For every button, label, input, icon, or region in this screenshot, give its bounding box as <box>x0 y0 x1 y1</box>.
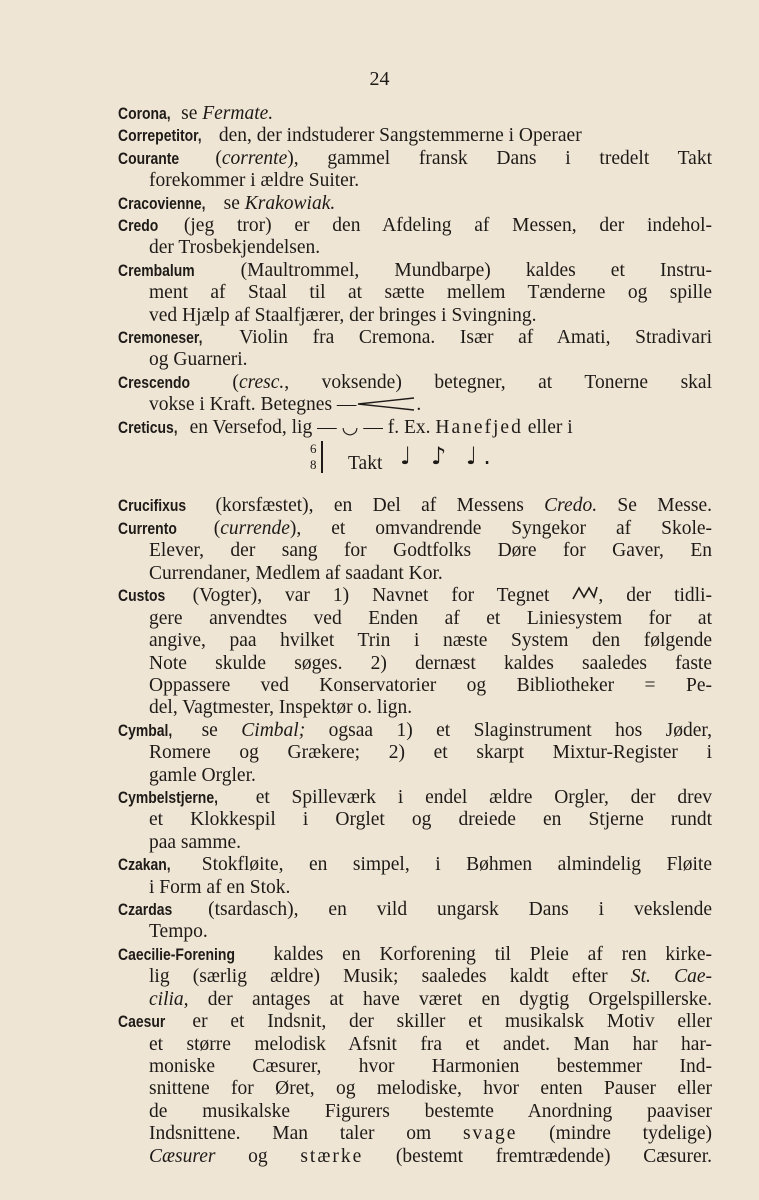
entry-line <box>118 921 712 943</box>
entry-text: ), gammel fransk Dans i tredelt Takt <box>287 147 713 169</box>
entry-text: vokse i Kraft. Betegnes — <box>149 394 357 416</box>
entry-line <box>118 193 712 215</box>
entry-text: Romere og Grækere; 2) et skarpt Mixtur-Register i <box>149 742 712 764</box>
entry-line <box>118 1101 712 1123</box>
entry-line <box>118 305 712 327</box>
entry-text: , voksende) betegner, at Tonerne skal <box>284 371 712 393</box>
entry-text: paa samme. <box>149 831 242 853</box>
dictionary-entry <box>118 585 712 720</box>
entry-headword: Czakan, <box>118 855 171 875</box>
entry-text: kaldes en Korforening til Pleie af ren kirke- <box>254 943 712 965</box>
entry-line <box>118 148 712 170</box>
entry-text: se <box>178 719 242 741</box>
entry-line <box>118 327 712 349</box>
spaced-text: svage <box>462 1123 518 1145</box>
dictionary-entry <box>118 215 712 260</box>
entry-headword: Credo <box>118 216 159 236</box>
entry-line <box>118 1078 712 1100</box>
time-signature <box>310 441 323 473</box>
time-signature-bottom: 8 <box>310 457 317 473</box>
entry-text: (tsardasch), en vild ungarsk Dans i vekslende <box>178 899 712 921</box>
entry-line <box>118 765 712 787</box>
dictionary-entry <box>118 899 712 944</box>
entry-text: ogsaa 1) et Slaginstrument hos Jøder, <box>305 719 713 741</box>
entry-text: (mindre tydelige) <box>517 1123 712 1145</box>
entry-headword: Corona, <box>118 104 171 123</box>
entry-text: ved Hjælp af Staalfjærer, der bringes i Svingning. <box>149 304 537 326</box>
dictionary-entry <box>118 148 712 193</box>
entry-headword: Courante <box>118 148 180 168</box>
entry-text: ment af Staal til at sætte mellem Tænderne og spille <box>149 282 712 304</box>
entry-line <box>118 170 712 192</box>
dictionary-entry <box>118 495 712 517</box>
custos-sign-icon <box>572 585 598 607</box>
entry-headword: Crembalum <box>118 260 195 280</box>
entry-line <box>118 787 712 809</box>
entry-text: lig (særlig ældre) Musik; saaledes kaldt efter <box>149 966 631 988</box>
entry-line <box>118 563 712 585</box>
entry-line <box>118 237 712 259</box>
entry-text: i Form af en Stok. <box>149 876 291 898</box>
time-signature-top: 6 <box>310 441 317 457</box>
entry-line <box>118 742 712 764</box>
entry-text: del, Vagtmester, Inspektør o. lign. <box>149 697 413 719</box>
entry-text: Indsnittene. Man taler om <box>149 1123 463 1145</box>
italic-text: Cimbal; <box>241 719 306 741</box>
entry-line <box>118 809 712 831</box>
italic-text: Fermate. <box>202 103 274 124</box>
entry-line <box>118 608 712 630</box>
entry-headword: Crescendo <box>118 372 191 392</box>
crescendo-hairpin-icon <box>356 395 416 417</box>
entry-line <box>118 944 712 966</box>
entry-text: eller i <box>522 417 573 439</box>
entry-text: Se Messe. <box>597 495 712 517</box>
entry-text: og Guarneri. <box>149 349 248 371</box>
entry-text: . <box>416 394 422 416</box>
entry-text: Stokfløite, en simpel, i Bøhmen almindelig Fløite <box>176 854 712 876</box>
entry-line <box>118 417 712 439</box>
italic-text: currende <box>220 517 290 539</box>
entry-headword: Cymbal, <box>118 720 173 740</box>
entry-line <box>118 1011 712 1033</box>
entry-headword: Correpetitor, <box>118 126 202 146</box>
entry-text: snittene for Øret, og melodiske, hvor enten Pauser eller <box>149 1078 712 1100</box>
dictionary-entry <box>118 372 712 417</box>
entry-text: moniske Cæsurer, hvor Harmonien bestemmer Ind- <box>149 1055 712 1077</box>
entry-line <box>118 1034 712 1056</box>
dictionary-entry <box>118 720 712 787</box>
entry-text: et større melodisk Afsnit fra et andet. Man har har- <box>149 1033 712 1055</box>
entry-text: et Spilleværk i endel ældre Orgler, der drev <box>233 787 712 809</box>
entry-text: der Trosbekjendelsen. <box>149 237 321 259</box>
entry-text: se <box>218 192 245 214</box>
note-rhythm: ♩ ♪ ♩. <box>400 442 497 471</box>
entry-text: ( <box>199 371 239 393</box>
dictionary-entry <box>118 417 712 439</box>
entry-line <box>118 540 712 562</box>
entry-text: en Versefod, lig — ◡ — f. Ex. <box>184 417 436 439</box>
dictionary-entry <box>118 944 712 1011</box>
entry-text: Oppassere ved Konservatorier og Bibliotheker = Pe- <box>149 675 712 696</box>
dictionary-entry <box>118 518 712 585</box>
dictionary-entry <box>118 103 712 125</box>
italic-text: Credo. <box>544 495 598 517</box>
entry-text: gamle Orgler. <box>149 764 256 786</box>
entry-line <box>118 832 712 854</box>
creticus-example <box>118 439 712 495</box>
entry-line <box>118 877 712 899</box>
entry-line <box>118 518 712 540</box>
entry-line <box>118 215 712 237</box>
entry-text: Elever, der sang for Godtfolks Døre for Gaver, En <box>149 540 712 562</box>
entry-line <box>118 372 712 394</box>
entry-text: (Vogter), var 1) Navnet for Tegnet <box>169 585 573 607</box>
entry-line <box>118 394 712 417</box>
entry-text: der antages at have været en dygtig Orgelspillerske. <box>188 988 712 1010</box>
entry-text: angive, paa hvilket Trin i næste System den følgende <box>149 630 712 652</box>
page-number: 24 <box>369 68 390 90</box>
entry-text: er et Indsnit, der skiller et musikalsk Motiv eller <box>169 1011 712 1033</box>
entry-line <box>118 495 712 517</box>
dictionary-column <box>118 103 712 1168</box>
entry-line <box>118 630 712 652</box>
dictionary-entry <box>118 327 712 372</box>
entry-headword: Cracovienne, <box>118 193 206 213</box>
entry-text: forekommer i ældre Suiter. <box>149 170 360 192</box>
entry-line <box>118 653 712 675</box>
entry-text: (korsfæstet), en Del af Messens <box>195 495 545 517</box>
entry-text: ( <box>183 517 221 539</box>
entry-text: ( <box>186 147 222 169</box>
entry-text: den, der indstuderer Sangstemmerne i Operaer <box>214 125 582 147</box>
entry-line <box>118 854 712 876</box>
entry-text: (jeg tror) er den Afdeling af Messen, der indehol- <box>161 215 712 237</box>
entry-text: , der tidli- <box>598 585 712 607</box>
entry-text: et Klokkespil i Orglet og dreiede en Stjerne rundt <box>149 809 712 831</box>
italic-text: cresc. <box>238 371 285 393</box>
entry-line <box>118 125 712 147</box>
entry-text: Violin fra Cremona. Især af Amati, Stradivari <box>215 327 712 349</box>
entry-text: gere anvendtes ved Enden af et Liniesystem for at <box>149 607 712 629</box>
entry-line <box>118 349 712 371</box>
entry-line <box>118 1123 712 1145</box>
dictionary-entry <box>118 125 712 147</box>
italic-text: Cæsurer <box>149 1145 216 1167</box>
entry-headword: Czardas <box>118 900 173 920</box>
entry-text: og <box>215 1145 301 1167</box>
entry-line <box>118 260 712 282</box>
italic-text: Krakowiak. <box>244 192 336 214</box>
dictionary-entry <box>118 260 712 327</box>
entry-headword: Caecilie-Forening <box>118 944 235 964</box>
entry-text: (bestemt fremtrædende) Cæsurer. <box>363 1145 712 1167</box>
entry-text: Note skulde søges. 2) dernæst kaldes saaledes faste <box>149 652 712 674</box>
entry-headword: Custos <box>118 586 166 606</box>
entry-headword: Creticus, <box>118 418 178 438</box>
entry-headword: Cremoneser, <box>118 328 203 348</box>
entry-line <box>118 1056 712 1078</box>
entry-headword: Cymbelstjerne, <box>118 788 218 808</box>
entry-line <box>118 675 712 697</box>
dictionary-entry <box>118 854 712 899</box>
entry-headword: Caesur <box>118 1012 166 1032</box>
entry-line <box>118 697 712 719</box>
dictionary-entry <box>118 1011 712 1168</box>
entry-line <box>118 720 712 742</box>
entry-line <box>118 282 712 304</box>
entry-text: (Maultrommel, Mundbarpe) kaldes et Instru- <box>205 259 712 281</box>
entry-line <box>118 103 712 125</box>
entry-line <box>118 899 712 921</box>
entry-text: ), et omvandrende Syngekor af Skole- <box>289 517 713 539</box>
spaced-text: Hanefjed <box>435 417 523 439</box>
entry-text: Currendaner, Medlem af saadant Kor. <box>149 562 443 584</box>
entry-headword: Crucifixus <box>118 496 187 516</box>
entry-line <box>118 585 712 608</box>
spaced-text: stærke <box>300 1145 364 1167</box>
entry-line <box>118 1146 712 1168</box>
entry-text: de musikalske Figurers bestemte Anordning paaviser <box>149 1100 712 1122</box>
entry-headword: Currento <box>118 518 177 538</box>
italic-text: corrente <box>221 147 288 169</box>
dictionary-entry <box>118 787 712 854</box>
italic-text: St. Cae- <box>630 966 712 988</box>
entry-line <box>118 989 712 1011</box>
italic-text: cilia, <box>149 988 189 1010</box>
entry-text: se <box>176 103 203 124</box>
entry-line <box>118 966 712 988</box>
dictionary-entry <box>118 193 712 215</box>
takt-label: Takt <box>348 453 383 475</box>
entry-text: Tempo. <box>149 921 208 943</box>
